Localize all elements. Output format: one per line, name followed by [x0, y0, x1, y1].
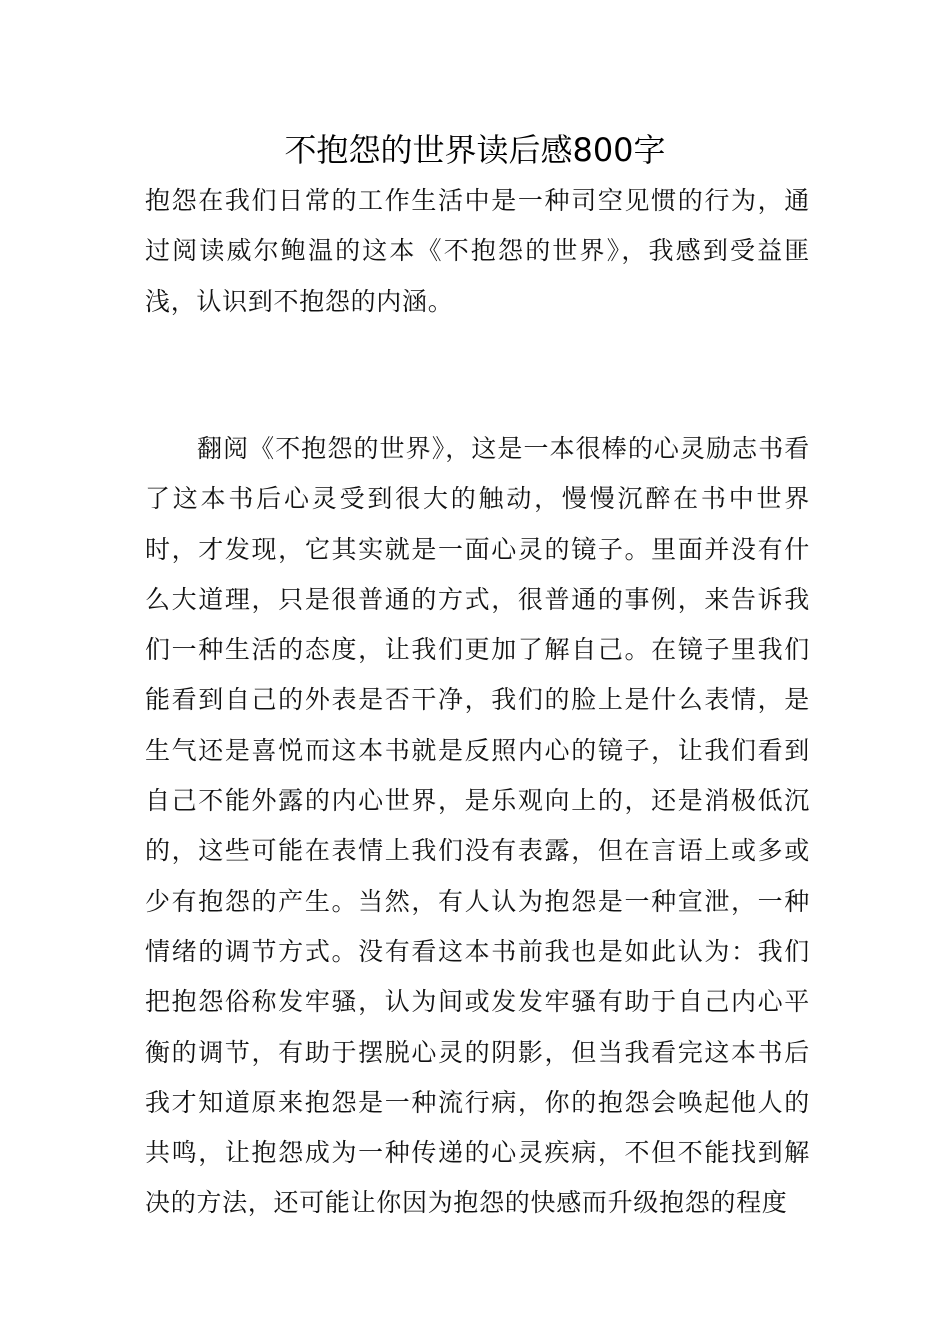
- paragraph-body: 翻阅《不抱怨的世界》，这是一本很棒的心灵励志书看了这本书后心灵受到很大的触动，慢慢沉醉在书中世界时，才发现，它其实就是一面心灵的镜子。里面并没有什么大道理，只是很普通的方式，很普通的事例，来告诉我们一种生活的态度，让我们更加了解自己。在镜子里我们能看到自己的外表是否干净，我们的脸上是什么表情，是生气还是喜悦而这本书就是反照内心的镜子，让我们看到自己不能外露的内心世界，是乐观向上的，还是消极低沉的，这些可能在表情上我们没有表露，但在言语上或多或少有抱怨的产生。当然，有人认为抱怨是一种宣泄，一种情绪的调节方式。没有看这本书前我也是如此认为：我们把抱怨俗称发牢骚，认为间或发发牢骚有助于自己内心平衡的调节，有助于摆脱心灵的阴影，但当我看完这本书后我才知道原来抱怨是一种流行病，你的抱怨会唤起他人的共鸣，让抱怨成为一种传递的心灵疾病，不但不能找到解决的方法，还可能让你因为抱怨的快感而升级抱怨的程度: [145, 434, 810, 1218]
- document-title: 不抱怨的世界读后感800字: [284, 131, 666, 169]
- paragraph-intro: 抱怨在我们日常的工作生活中是一种司空见惯的行为，通过阅读威尔鲍温的这本《不抱怨的世界》，我感到受益匪浅，认识到不抱怨的内涵。: [145, 186, 810, 316]
